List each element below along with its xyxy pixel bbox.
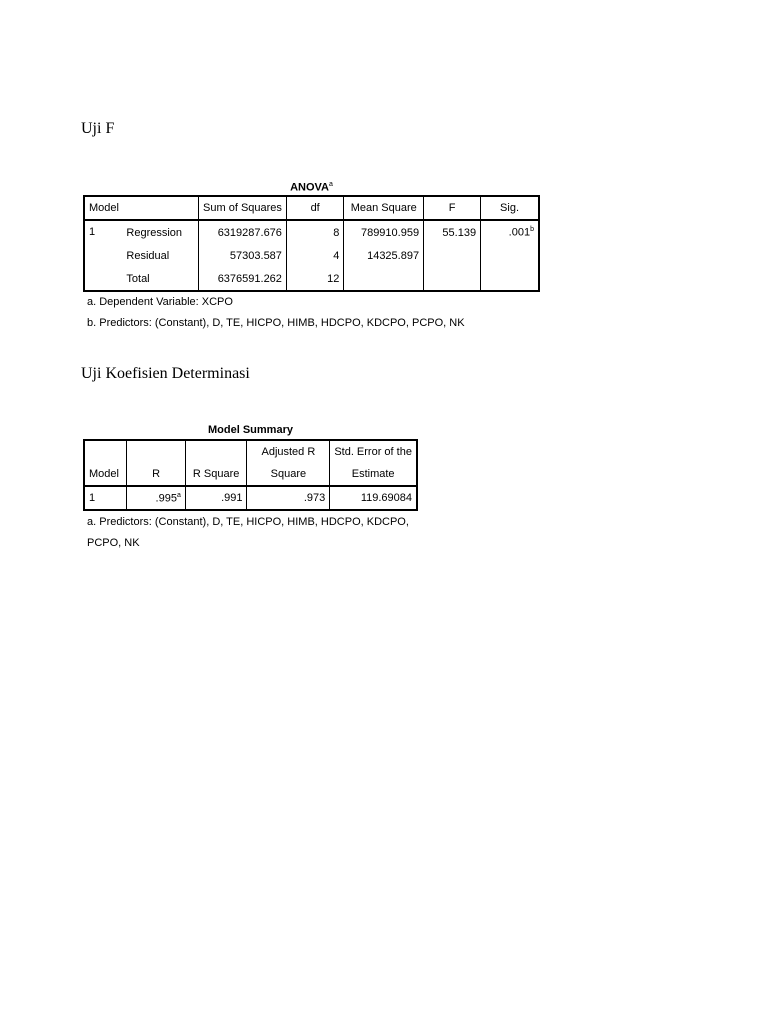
ms-cell-r-footnote: a: [176, 491, 181, 499]
model-summary-header-row-1: [84, 440, 417, 463]
anova-model-number: 1: [89, 226, 96, 238]
ms-header-r: R: [127, 463, 186, 486]
anova-cell-ss: 6319287.676: [199, 220, 287, 244]
ms-cell-std-error: 119.69084: [330, 486, 417, 510]
ms-cell-r-value: .995: [155, 492, 177, 505]
ms-header-estimate: Estimate: [330, 463, 417, 486]
anova-row-label: Regression: [126, 226, 183, 239]
anova-cell-df: 4: [286, 244, 343, 267]
anova-title-text: ANOVA: [290, 181, 329, 194]
anova-cell-f: [424, 267, 481, 291]
ms-header-adjusted-r-square: Square: [247, 463, 330, 486]
anova-header-f: F: [424, 196, 481, 220]
anova-cell-sig-footnote: b: [530, 226, 534, 234]
anova-header-df: df: [286, 196, 343, 220]
ms-header-r-square: R Square: [185, 463, 247, 486]
model-summary-table: [83, 439, 418, 511]
table-row: [84, 220, 539, 244]
anova-cell-sig: [481, 220, 539, 244]
ms-header-adjusted-r: Adjusted R: [247, 440, 330, 463]
ms-header-std-error: Std. Error of the: [330, 440, 417, 463]
anova-row-label: Residual: [126, 249, 170, 262]
ms-cell-r-square: .991: [185, 486, 247, 510]
anova-cell-ss: 57303.587: [199, 244, 287, 267]
ms-footnote-a-line1: a. Predictors: (Constant), D, TE, HICPO, HIMB, HDCPO, KDCPO,: [87, 516, 409, 528]
table-row: [84, 486, 417, 510]
anova-table: [83, 195, 540, 292]
ms-header-model: Model: [84, 463, 127, 486]
ms-header-empty-r: [127, 440, 186, 463]
anova-header-sig: Sig.: [481, 196, 539, 220]
model-summary-header-row-2: [84, 463, 417, 486]
anova-cell-sig: [481, 267, 539, 291]
table-row: [84, 267, 539, 291]
ms-header-empty-r-square: [185, 440, 247, 463]
anova-cell-sig: [481, 244, 539, 267]
model-summary-title: [83, 423, 418, 437]
anova-header-row: [84, 196, 539, 220]
anova-cell-f: 55.139: [424, 220, 481, 244]
anova-cell-ms: 14325.897: [344, 244, 424, 267]
model-summary-title-text: Model Summary: [208, 424, 293, 436]
ms-header-empty-model: [84, 440, 127, 463]
anova-footnote-b: b. Predictors: (Constant), D, TE, HICPO, HIMB, HDCPO, KDCPO, PCPO, NK: [87, 317, 465, 329]
uji-f-heading: Uji F: [81, 120, 115, 137]
anova-header-mean-square: Mean Square: [344, 196, 424, 220]
anova-footnote-a: a. Dependent Variable: XCPO: [87, 296, 233, 308]
ms-footnote-a-line2: PCPO, NK: [87, 537, 140, 549]
uji-koefisien-heading: Uji Koefisien Determinasi: [81, 365, 250, 382]
anova-title-footnote: a: [329, 181, 333, 188]
anova-cell-df: 8: [286, 220, 343, 244]
anova-cell-ss: 6376591.262: [199, 267, 287, 291]
anova-header-model: Model: [84, 196, 199, 220]
anova-cell-df: 12: [286, 267, 343, 291]
anova-cell-sig-value: .001: [508, 226, 531, 239]
ms-cell-adjusted-r-square: .973: [247, 486, 330, 510]
anova-cell-ms: 789910.959: [344, 220, 424, 244]
table-row: [84, 244, 539, 267]
anova-title: [83, 178, 540, 195]
ms-cell-model: 1: [84, 486, 127, 510]
anova-header-sum-of-squares: Sum of Squares: [199, 196, 287, 220]
anova-row-label: Total: [126, 272, 150, 285]
ms-cell-r: [127, 486, 186, 510]
anova-cell-ms: [344, 267, 424, 291]
anova-cell-f: [424, 244, 481, 267]
